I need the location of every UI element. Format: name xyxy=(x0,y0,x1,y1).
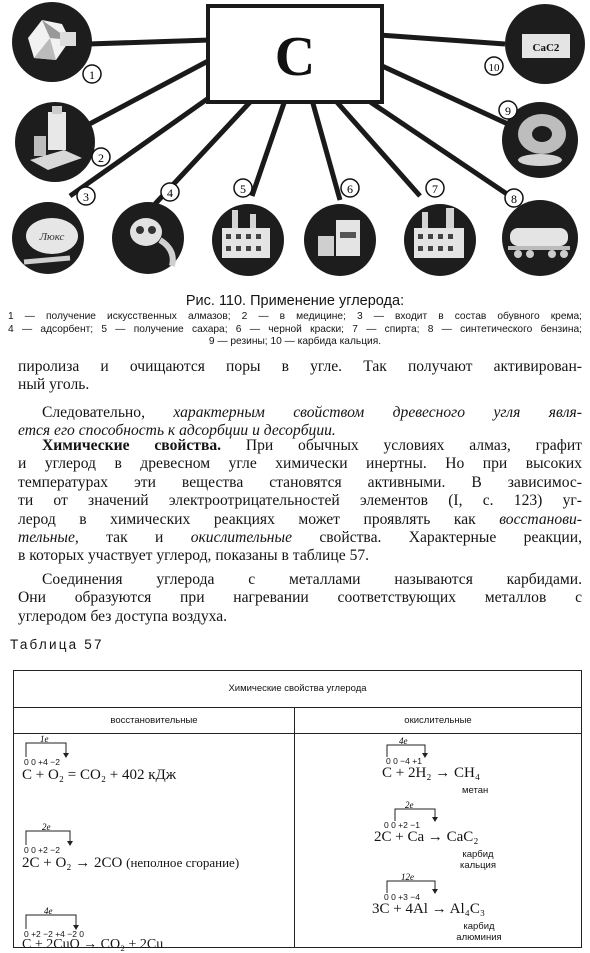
carbon-applications-figure xyxy=(0,0,590,290)
svg-text:12e: 12e xyxy=(401,872,414,882)
paragraph-3: Химические свойства. При обычных условиях алмаз, графит и углерод в древесном угле химически инертны. Но при высоких температурах эти вещества становятся активными. В зависимос- ти от значений электроотрицательностей элементов (I, с. 123) уг- лерод в химических реакциях может проявлять как восстанови- тельные, так и окислительные свойства. Характерные реакции, в которых участвует углерод, показаны в таблице 57. xyxy=(18,437,582,565)
sugar-factory-icon xyxy=(212,204,284,276)
tank-car-icon xyxy=(502,200,578,276)
reaction-equation: 2C + Ca → CaC₂ xyxy=(374,829,479,845)
diamonds-icon xyxy=(12,2,92,82)
product-label: карбид кальция xyxy=(459,849,497,871)
svg-text:7: 7 xyxy=(432,182,438,196)
medicine-icon xyxy=(15,102,95,182)
svg-text:8: 8 xyxy=(511,192,517,206)
col-oxidizing: окислительные xyxy=(404,715,472,726)
svg-text:10: 10 xyxy=(488,62,500,74)
reaction-equation: C + 2CuO → CO₂ + 2Cu xyxy=(22,937,164,952)
paragraph-2: Следовательно, характерным свойством древесного угля явля- ется его способность к адсорбции и десорбции. xyxy=(18,404,582,440)
section-heading: Химические свойства. xyxy=(42,437,222,454)
svg-text:5: 5 xyxy=(240,182,246,196)
svg-text:4: 4 xyxy=(167,186,173,200)
svg-text:2e: 2e xyxy=(42,822,51,832)
alcohol-plant-icon xyxy=(404,204,476,276)
svg-text:4e: 4e xyxy=(44,906,53,916)
svg-text:9: 9 xyxy=(505,104,511,118)
black-paint-icon xyxy=(304,204,376,276)
chemical-properties-table: Химические свойства углерода восстановительные окислительные 1e 2e 4e 0 0 +4 −2 C + O₂ = CO₂ + 402 кДж 0 0 +2 −2 2C + O₂ → 2CO (неполное сгорание) 0 +2 −2 +4 −2 0 C + 2CuO → CO₂ + 2Cu 4e 2e 12e 0 0 −4 +1 C + 2H₂ → CH₄ метан 0 0 +2 −1 2C + Ca → CaC₂ карбид кальция 0 0 +3 −4 3C + 4Al → Al₄C₃ карбид алюминия xyxy=(13,670,582,948)
paragraph-4: Соединения углерода с металлами называются карбидами. Они образуются при нагревании соответствующих металлов с углеродом без доступа воздуха. xyxy=(18,571,582,625)
shoe-polish-icon xyxy=(12,202,84,274)
legend-line: 4 — адсорбент; 5 — получение сахара; 6 — черной краски; 7 — спирта; 8 — синтетического бензина; xyxy=(8,323,582,335)
table-header: Химические свойства углерода xyxy=(228,683,367,694)
product-label: карбид алюминия xyxy=(456,921,502,943)
figure-caption: Рис. 110. Применение углерода: xyxy=(185,293,405,309)
svg-text:2e: 2e xyxy=(405,800,414,810)
legend-line: 1 — получение искусственных алмазов; 2 — в медицине; 3 — входит в состав обувного крема; xyxy=(8,311,582,322)
svg-text:4e: 4e xyxy=(399,736,408,746)
svg-text:CaC2: CaC2 xyxy=(532,42,560,54)
reaction-equation: C + 2H₂ → CH₄ xyxy=(382,765,481,781)
svg-text:1: 1 xyxy=(89,68,95,82)
svg-text:3: 3 xyxy=(83,190,89,204)
reaction-equation: 2C + O₂ → 2CO (неполное сгорание) xyxy=(22,855,240,871)
legend-line: 9 — резины; 10 — карбида кальция. xyxy=(208,336,382,348)
svg-text:1e: 1e xyxy=(40,734,49,744)
table-title: Таблица 57 xyxy=(10,637,104,652)
svg-text:2: 2 xyxy=(98,151,104,165)
calcium-carbide-icon xyxy=(505,4,585,84)
product-label: метан xyxy=(462,785,489,796)
paragraph-1: пиролиза и очищаются поры в угле. Так получают активирован- ный уголь. xyxy=(18,358,582,394)
gas-mask-icon xyxy=(112,202,184,274)
svg-text:6: 6 xyxy=(347,182,353,196)
svg-text:Люкс: Люкс xyxy=(39,231,65,243)
reaction-equation: C + O₂ = CO₂ + 402 кДж xyxy=(22,767,177,783)
col-reducing: восстановительные xyxy=(110,715,198,726)
reaction-equation: 3C + 4Al → Al₄C₃ xyxy=(372,901,486,917)
carbon-symbol: C xyxy=(274,26,316,88)
figure-legend xyxy=(8,311,582,349)
